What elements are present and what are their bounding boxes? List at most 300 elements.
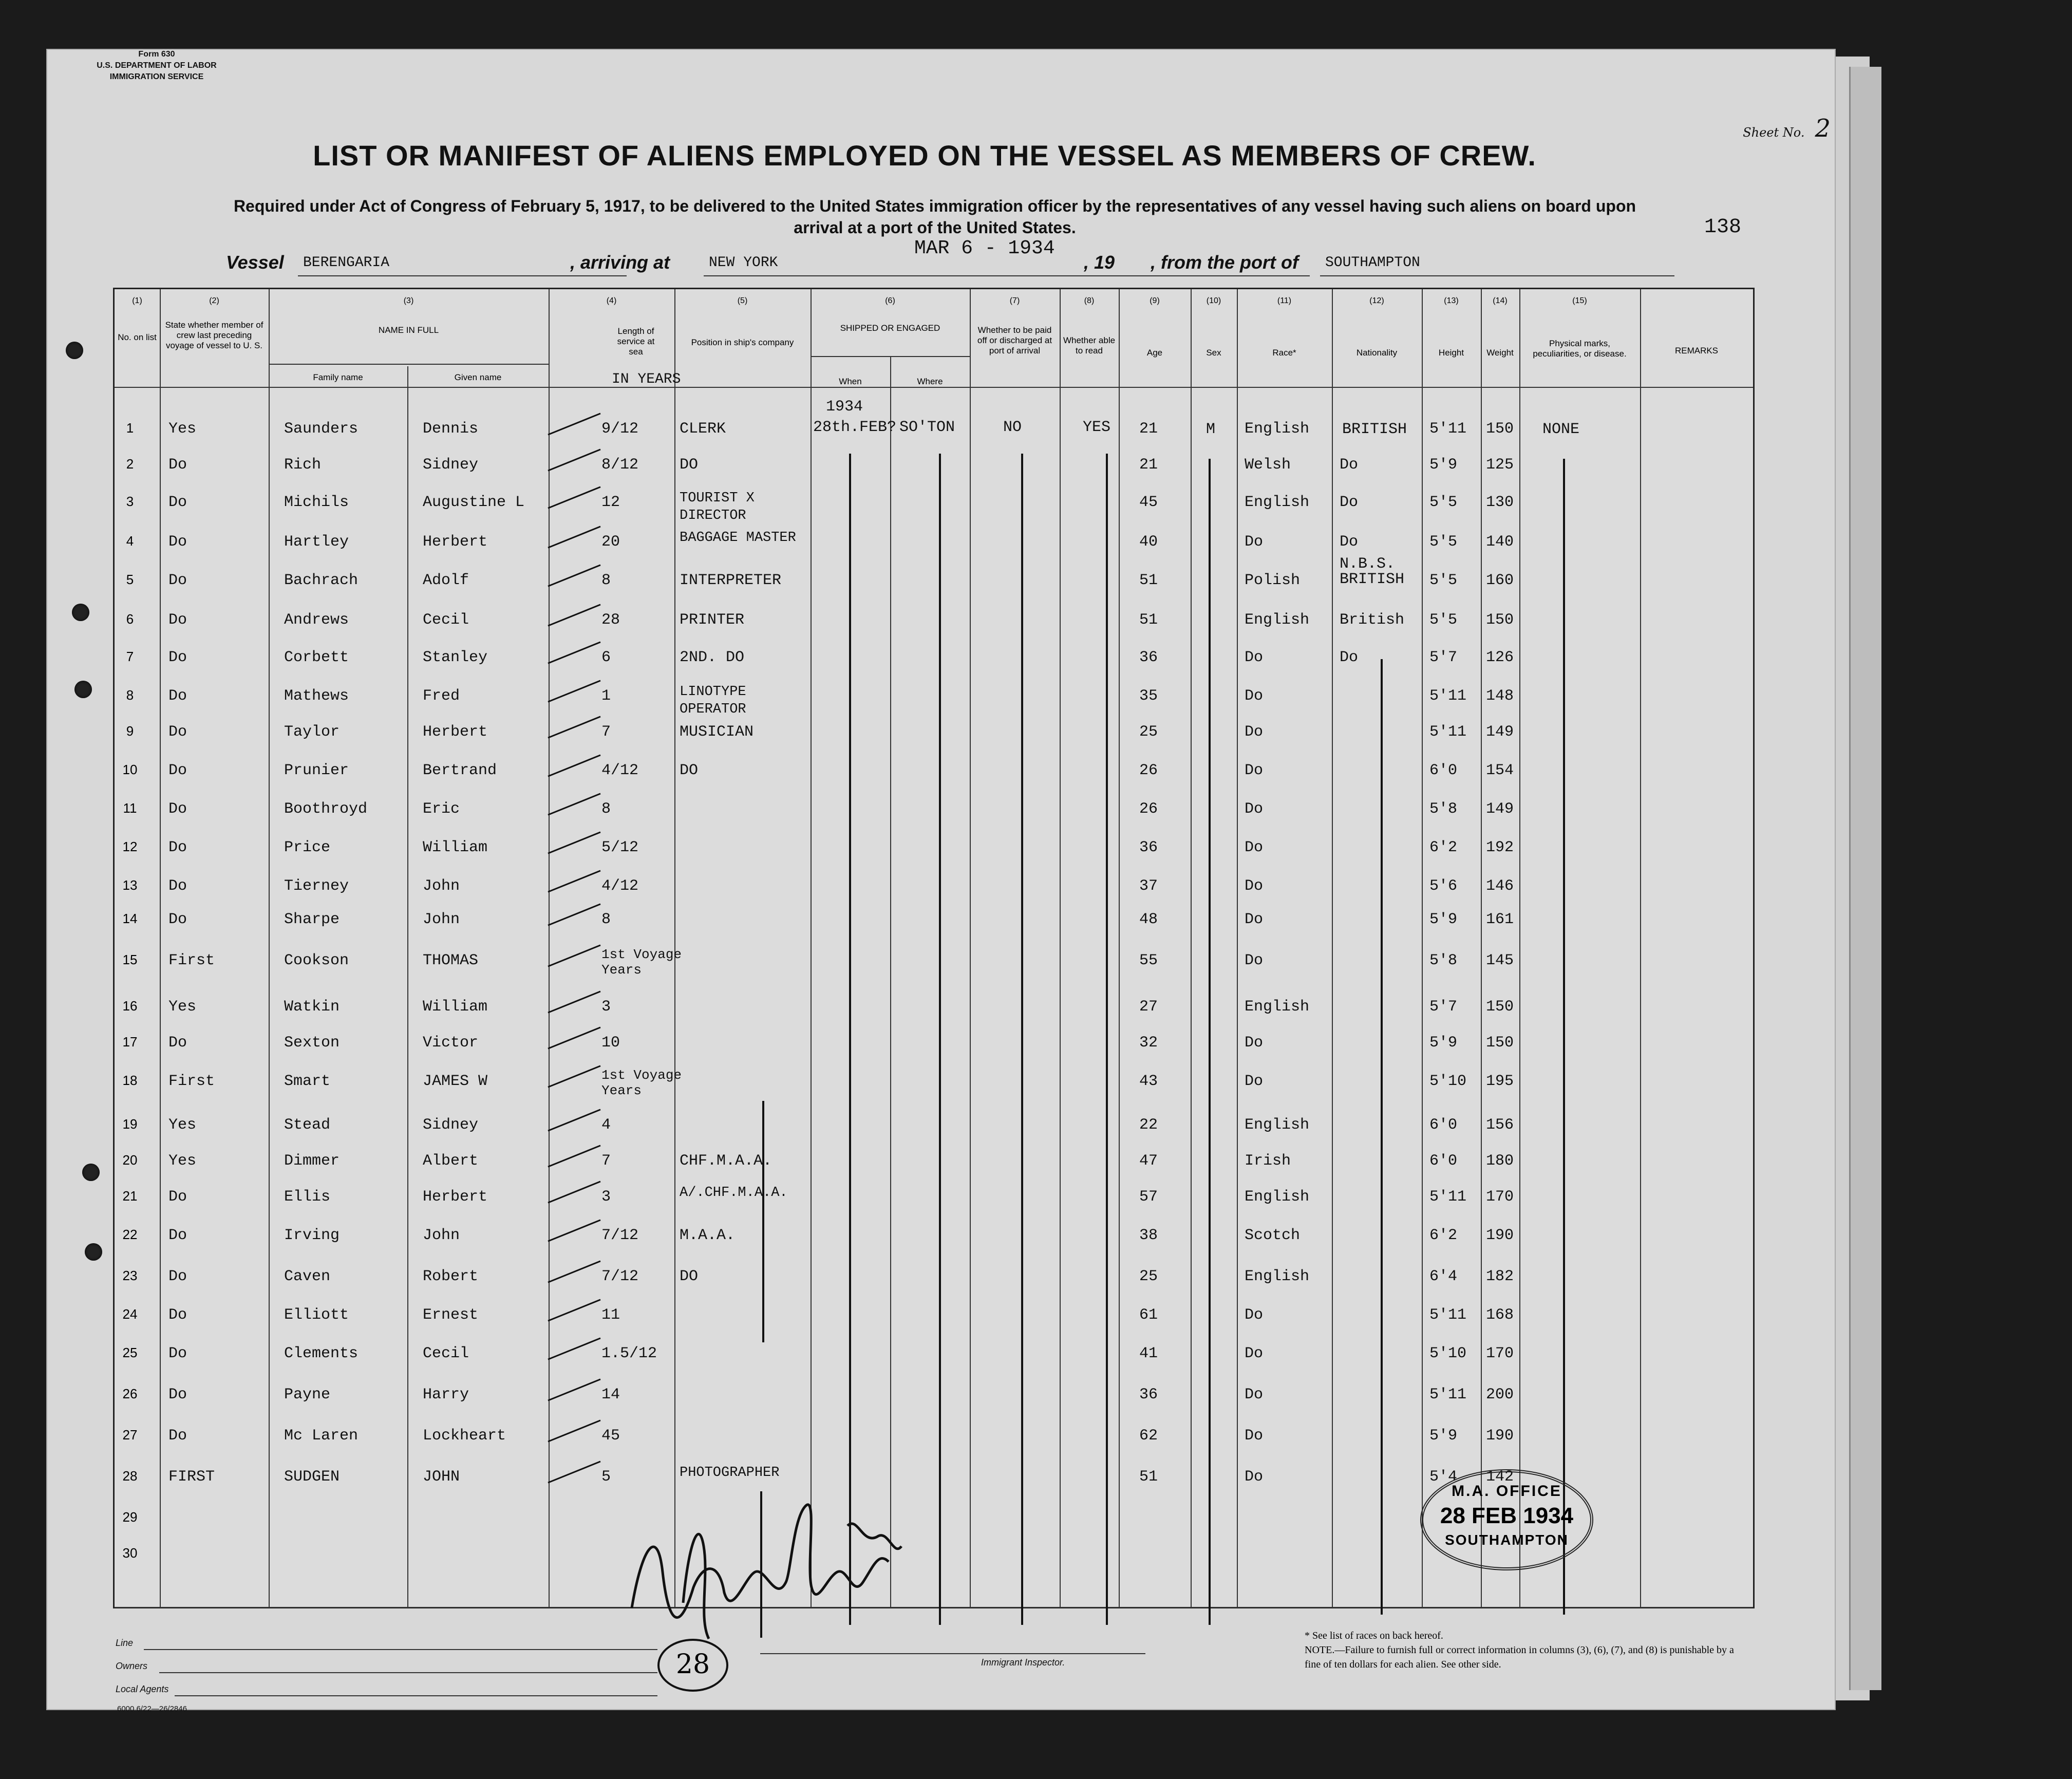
arrival-port: NEW YORK <box>709 255 778 271</box>
service-length: 45 <box>601 1427 620 1445</box>
given-name: Herbert <box>423 723 488 741</box>
race: English <box>1245 1188 1310 1206</box>
races-note: * See list of races on back hereof. <box>1305 1630 1443 1641</box>
family-name: Andrews <box>284 611 349 629</box>
table-row <box>115 555 1753 589</box>
weight: 126 <box>1486 649 1514 666</box>
family-name: Mc Laren <box>284 1427 359 1445</box>
race: English <box>1245 494 1310 511</box>
paid-off-value: NO <box>1003 419 1022 436</box>
table-row <box>115 684 1753 717</box>
weight: 149 <box>1486 800 1514 818</box>
given-name: Victor <box>423 1034 479 1052</box>
race: Do <box>1245 1427 1264 1445</box>
race: Do <box>1245 649 1264 666</box>
family-name: Hartley <box>284 533 349 551</box>
weight: 142 <box>1486 1468 1514 1486</box>
col-head-physical-marks: Physical marks, peculiarities, or disease. <box>1533 339 1627 359</box>
footnote <box>1305 1628 1741 1672</box>
family-name: Dimmer <box>284 1152 340 1170</box>
given-name: Eric <box>423 800 460 818</box>
check-mark <box>548 1220 600 1242</box>
col-head-weight: Weight <box>1486 348 1514 358</box>
given-name: John <box>423 911 460 928</box>
row-number: 14 <box>122 911 138 926</box>
previous-voyage: Do <box>168 456 187 474</box>
check-mark <box>548 1181 600 1204</box>
table-row <box>115 649 1753 666</box>
race: English <box>1245 420 1310 438</box>
check-mark <box>548 832 600 854</box>
check-mark <box>548 413 600 436</box>
col-head-previous-voyage: State whether member of crew last preceding voyage of vessel to U. S. <box>165 320 263 350</box>
col-num-13: (13) <box>1444 296 1459 305</box>
footer-agents-label: Local Agents <box>116 1684 169 1694</box>
race: Do <box>1245 952 1264 969</box>
col-head-remarks: REMARKS <box>1674 346 1719 355</box>
year-label: , 19 <box>1084 252 1115 273</box>
row-number: 26 <box>122 1386 138 1401</box>
race: Do <box>1245 800 1264 818</box>
weight: 192 <box>1486 839 1514 856</box>
height: 5'5 <box>1429 494 1458 511</box>
height: 5'9 <box>1429 1427 1458 1445</box>
check-mark <box>548 642 600 664</box>
weight: 170 <box>1486 1345 1514 1362</box>
height: 5'5 <box>1429 611 1458 629</box>
form-number: Form 630 <box>138 50 175 59</box>
race: Polish <box>1245 572 1301 589</box>
age: 26 <box>1139 800 1158 818</box>
table-row <box>115 1068 1753 1098</box>
family-name: Clements <box>284 1345 359 1362</box>
family-name: Price <box>284 839 331 856</box>
page-title: LIST OR MANIFEST OF ALIENS EMPLOYED ON THE VESSEL AS MEMBERS OF CREW. <box>313 139 1536 172</box>
weight: 130 <box>1486 494 1514 511</box>
given-name: John <box>423 877 460 895</box>
given-name: Herbert <box>423 1188 488 1206</box>
circled-count: 28 <box>657 1639 728 1692</box>
check-mark <box>548 1461 600 1484</box>
col-head-no: No. on list <box>118 332 157 342</box>
row-number: 23 <box>122 1268 138 1283</box>
given-name: Sidney <box>423 456 479 474</box>
position: INTERPRETER <box>680 572 782 589</box>
row-number: 18 <box>122 1073 138 1088</box>
service-length: 3 <box>601 1188 611 1206</box>
service-length: 7 <box>601 723 611 741</box>
given-name: Cecil <box>423 611 469 629</box>
table-row <box>115 762 1753 779</box>
shipped-when: 28th.FEB? <box>813 419 897 436</box>
check-mark <box>548 1338 600 1360</box>
given-name: Bertrand <box>423 762 497 779</box>
service-length: 8 <box>601 911 611 928</box>
family-name: Sharpe <box>284 911 340 928</box>
weight: 190 <box>1486 1427 1514 1445</box>
height: 5'11 <box>1429 687 1467 705</box>
binder-hole <box>82 1164 100 1181</box>
stamp-date: 28 FEB 1934 <box>1440 1503 1574 1528</box>
weight: 190 <box>1486 1227 1514 1244</box>
height: 5'11 <box>1429 723 1467 741</box>
weight: 150 <box>1486 1034 1514 1052</box>
height: 5'6 <box>1429 877 1458 895</box>
race: Do <box>1245 1468 1264 1486</box>
height: 6'2 <box>1429 839 1458 856</box>
family-name: Watkin <box>284 998 340 1016</box>
table-row <box>115 611 1753 629</box>
table-row <box>115 1427 1753 1445</box>
col-num-12: (12) <box>1369 296 1384 305</box>
given-name: William <box>423 998 488 1016</box>
row-number: 11 <box>123 800 137 816</box>
sheet-label: Sheet No. <box>1743 125 1805 140</box>
service-name: IMMIGRATION SERVICE <box>109 72 204 81</box>
check-mark <box>548 486 600 509</box>
given-name: Harry <box>423 1386 469 1403</box>
check-mark <box>548 1027 600 1050</box>
previous-voyage: Do <box>168 839 187 856</box>
previous-voyage: Do <box>168 911 187 928</box>
table-row <box>115 1185 1753 1206</box>
family-name: Boothroyd <box>284 800 368 818</box>
shipped-year: 1934 <box>826 398 863 416</box>
family-name: Payne <box>284 1386 331 1403</box>
vessel-name: BERENGARIA <box>303 255 390 271</box>
table-row <box>115 911 1753 928</box>
race: Do <box>1245 1034 1264 1052</box>
col-head-shipped: SHIPPED OR ENGAGED <box>840 323 940 333</box>
position: LINOTYPE OPERATOR <box>680 684 746 717</box>
row-number: 25 <box>122 1345 138 1360</box>
table-row <box>115 1152 1753 1170</box>
race: Do <box>1245 1386 1264 1403</box>
family-name: Tierney <box>284 877 349 895</box>
height: 5'11 <box>1429 1188 1467 1206</box>
family-name: Saunders <box>284 420 359 438</box>
position: PHOTOGRAPHER <box>680 1465 780 1481</box>
table-row <box>115 491 1753 523</box>
arriving-label: , arriving at <box>570 252 670 273</box>
previous-voyage: Do <box>168 1034 187 1052</box>
table-row <box>115 456 1753 474</box>
row-number: 19 <box>122 1116 138 1132</box>
height: 5'11 <box>1429 1386 1467 1403</box>
col-num-15: (15) <box>1572 296 1587 305</box>
col-num-5: (5) <box>737 296 748 305</box>
age: 37 <box>1139 877 1158 895</box>
row-number: 2 <box>126 456 134 472</box>
height: 6'0 <box>1429 1152 1458 1170</box>
family-name: Ellis <box>284 1188 331 1206</box>
age: 40 <box>1139 533 1158 551</box>
previous-voyage: Yes <box>168 998 197 1016</box>
position: CHF.M.A.A. <box>680 1152 773 1170</box>
check-mark <box>548 945 600 967</box>
given-name: Ernest <box>423 1306 479 1324</box>
previous-voyage: Do <box>168 494 187 511</box>
race: Welsh <box>1245 456 1291 474</box>
service-length: 28 <box>601 611 620 629</box>
stamp-place: SOUTHAMPTON <box>1445 1532 1569 1548</box>
age: 51 <box>1139 572 1158 589</box>
shipped-where: SO'TON <box>899 419 955 436</box>
previous-voyage: FIRST <box>168 1468 215 1486</box>
col-num-1: (1) <box>132 296 142 305</box>
row-number: 7 <box>126 649 134 664</box>
age: 47 <box>1139 1152 1158 1170</box>
col-head-position: Position in ship's company <box>691 338 794 347</box>
weight: 150 <box>1486 420 1514 438</box>
crew-table <box>113 288 1755 1608</box>
age: 36 <box>1139 1386 1158 1403</box>
race: Do <box>1245 911 1264 928</box>
weight: 140 <box>1486 533 1514 551</box>
able-to-read-value: YES <box>1083 419 1111 436</box>
position: M.A.A. <box>680 1227 736 1244</box>
arrival-date-stamp: MAR 6 - 1934 <box>914 237 1055 259</box>
previous-voyage: Yes <box>168 420 197 438</box>
race: Do <box>1245 533 1264 551</box>
table-row <box>115 1268 1753 1285</box>
family-name: Taylor <box>284 723 340 741</box>
col-head-name: NAME IN FULL <box>378 325 439 335</box>
service-length: 4/12 <box>601 877 639 895</box>
page-number: 138 <box>1704 216 1742 239</box>
age: 25 <box>1139 1268 1158 1285</box>
previous-voyage: Do <box>168 877 187 895</box>
row-number: 5 <box>126 572 134 587</box>
race: Do <box>1245 1073 1264 1090</box>
physical-marks-value: NONE <box>1542 421 1580 438</box>
departure-port: SOUTHAMPTON <box>1325 255 1420 271</box>
given-name: JOHN <box>423 1468 460 1486</box>
col-num-11: (11) <box>1277 296 1292 305</box>
previous-voyage: Do <box>168 533 187 551</box>
previous-voyage: Do <box>168 1188 187 1206</box>
family-name: Sexton <box>284 1034 340 1052</box>
position: A/.CHF.M.A.A. <box>680 1185 788 1201</box>
check-mark <box>548 1109 600 1132</box>
family-name: Mathews <box>284 687 349 705</box>
table-row <box>115 1116 1753 1134</box>
previous-voyage: Do <box>168 611 187 629</box>
previous-voyage: Do <box>168 800 187 818</box>
table-row <box>115 998 1753 1016</box>
service-length: 4/12 <box>601 762 639 779</box>
service-length: 4 <box>601 1116 611 1134</box>
footer-owners-label: Owners <box>116 1661 148 1671</box>
family-name: Rich <box>284 456 322 474</box>
table-row <box>115 1306 1753 1324</box>
row-number: 27 <box>122 1427 138 1443</box>
family-name: Stead <box>284 1116 331 1134</box>
previous-voyage: Do <box>168 572 187 589</box>
check-mark <box>548 793 600 816</box>
previous-voyage: Yes <box>168 1152 197 1170</box>
age: 48 <box>1139 911 1158 928</box>
row-number: 28 <box>122 1468 138 1484</box>
given-name: Augustine L <box>423 494 525 511</box>
family-name: Michils <box>284 494 349 511</box>
given-name: THOMAS <box>423 952 479 969</box>
check-mark <box>548 716 600 739</box>
race: English <box>1245 998 1310 1016</box>
given-name: Lockheart <box>423 1427 506 1445</box>
sheet-number-value: 2 <box>1815 114 1831 143</box>
service-length: 1 <box>601 687 611 705</box>
age: 35 <box>1139 687 1158 705</box>
given-name: Adolf <box>423 572 469 589</box>
weight: 168 <box>1486 1306 1514 1324</box>
age: 51 <box>1139 611 1158 629</box>
col-head-family-name: Family name <box>313 372 363 382</box>
weight: 148 <box>1486 687 1514 705</box>
position: DO <box>680 456 699 474</box>
height: 6'2 <box>1429 1227 1458 1244</box>
previous-voyage: Do <box>168 723 187 741</box>
col-num-6: (6) <box>885 296 895 305</box>
family-name: Corbett <box>284 649 349 666</box>
given-name: John <box>423 1227 460 1244</box>
table-row <box>115 1034 1753 1052</box>
row-number: 10 <box>122 762 138 777</box>
row-number: 13 <box>122 877 138 893</box>
family-name: SUDGEN <box>284 1468 340 1486</box>
race: Scotch <box>1245 1227 1301 1244</box>
weight: 161 <box>1486 911 1514 928</box>
table-row <box>115 800 1753 818</box>
height: 5'9 <box>1429 456 1458 474</box>
weight: 145 <box>1486 952 1514 969</box>
weight: 150 <box>1486 611 1514 629</box>
race: Irish <box>1245 1152 1291 1170</box>
service-length: 5/12 <box>601 839 639 856</box>
check-mark <box>548 1145 600 1168</box>
height: 5'5 <box>1429 533 1458 551</box>
age: 51 <box>1139 1468 1158 1486</box>
height: 5'4 <box>1429 1468 1458 1486</box>
nationality-value: BRITISH <box>1342 421 1407 438</box>
weight: 200 <box>1486 1386 1514 1403</box>
col-head-service: Length of service at sea <box>617 326 655 357</box>
previous-voyage: Yes <box>168 1116 197 1134</box>
nationality: Do <box>1340 494 1359 511</box>
service-length: 7/12 <box>601 1268 639 1285</box>
row-number: 22 <box>122 1227 138 1242</box>
row-number: 4 <box>126 533 134 549</box>
weight: 170 <box>1486 1188 1514 1206</box>
weight: 154 <box>1486 762 1514 779</box>
position: MUSICIAN <box>680 723 754 741</box>
given-name: Stanley <box>423 649 488 666</box>
col-head-age: Age <box>1146 348 1163 358</box>
row-number: 20 <box>122 1152 138 1168</box>
table-row <box>115 877 1753 895</box>
family-name: Caven <box>284 1268 331 1285</box>
service-length: 9/12 <box>601 420 639 438</box>
age: 25 <box>1139 723 1158 741</box>
race: Do <box>1245 762 1264 779</box>
family-name: Irving <box>284 1227 340 1244</box>
inspector-signature <box>621 1485 909 1652</box>
age: 26 <box>1139 762 1158 779</box>
row-number: 8 <box>126 687 134 703</box>
from-port-label: , from the port of <box>1151 252 1298 273</box>
col-num-10: (10) <box>1206 296 1221 305</box>
col-head-when: When <box>839 377 862 386</box>
service-length: 6 <box>601 649 611 666</box>
height: 6'0 <box>1429 1116 1458 1134</box>
nationality: Do <box>1340 456 1359 474</box>
given-name: Albert <box>423 1152 479 1170</box>
previous-voyage: Do <box>168 1227 187 1244</box>
check-mark <box>548 604 600 627</box>
check-mark <box>548 449 600 472</box>
age: 61 <box>1139 1306 1158 1324</box>
service-length: 10 <box>601 1034 620 1052</box>
age: 41 <box>1139 1345 1158 1362</box>
page-edge-shadow <box>1849 67 1881 1690</box>
check-mark <box>548 1420 600 1443</box>
check-mark <box>548 526 600 549</box>
height: 5'11 <box>1429 420 1467 438</box>
height: 5'11 <box>1429 1306 1467 1324</box>
race: Do <box>1245 1306 1264 1324</box>
row-number: 15 <box>122 952 138 967</box>
col-head-paid-off: Whether to be paid off or discharged at port of arrival <box>977 325 1052 355</box>
family-name: Bachrach <box>284 572 359 589</box>
row-number: 24 <box>122 1306 138 1322</box>
service-length: 1st Voyage Years <box>601 1068 682 1098</box>
race: English <box>1245 611 1310 629</box>
weight: 180 <box>1486 1152 1514 1170</box>
height: 5'5 <box>1429 572 1458 589</box>
height: 5'9 <box>1429 911 1458 928</box>
race: English <box>1245 1268 1310 1285</box>
col-num-14: (14) <box>1493 296 1508 305</box>
check-mark <box>548 1261 600 1283</box>
height: 6'4 <box>1429 1268 1458 1285</box>
row-number: 17 <box>122 1034 138 1050</box>
col-head-sex: Sex <box>1206 348 1221 358</box>
table-row <box>115 947 1753 978</box>
position: BAGGAGE MASTER <box>680 530 796 546</box>
race: Do <box>1245 723 1264 741</box>
previous-voyage: Do <box>168 1386 187 1403</box>
race: English <box>1245 1116 1310 1134</box>
binder-hole <box>66 342 83 359</box>
given-name: Herbert <box>423 533 488 551</box>
service-length: 1st Voyage Years <box>601 947 682 978</box>
previous-voyage: Do <box>168 649 187 666</box>
height: 5'7 <box>1429 998 1458 1016</box>
page-subtitle: Required under Act of Congress of February 5, 1917, to be delivered to the United States immigration officer by the representatives of any vessel having such aliens on board upon arrival at a port of the United States. <box>233 197 1636 237</box>
row-number: 3 <box>126 494 134 509</box>
weight: 156 <box>1486 1116 1514 1134</box>
binder-hole <box>72 604 89 621</box>
row-number: 6 <box>126 611 134 627</box>
age: 55 <box>1139 952 1158 969</box>
table-row <box>115 1345 1753 1362</box>
previous-voyage: First <box>168 952 215 969</box>
weight: 150 <box>1486 998 1514 1016</box>
row-number: 21 <box>122 1188 138 1204</box>
col-head-read: Whether able to read <box>1063 335 1116 355</box>
given-name: Dennis <box>423 420 479 438</box>
height: 5'8 <box>1429 952 1458 969</box>
